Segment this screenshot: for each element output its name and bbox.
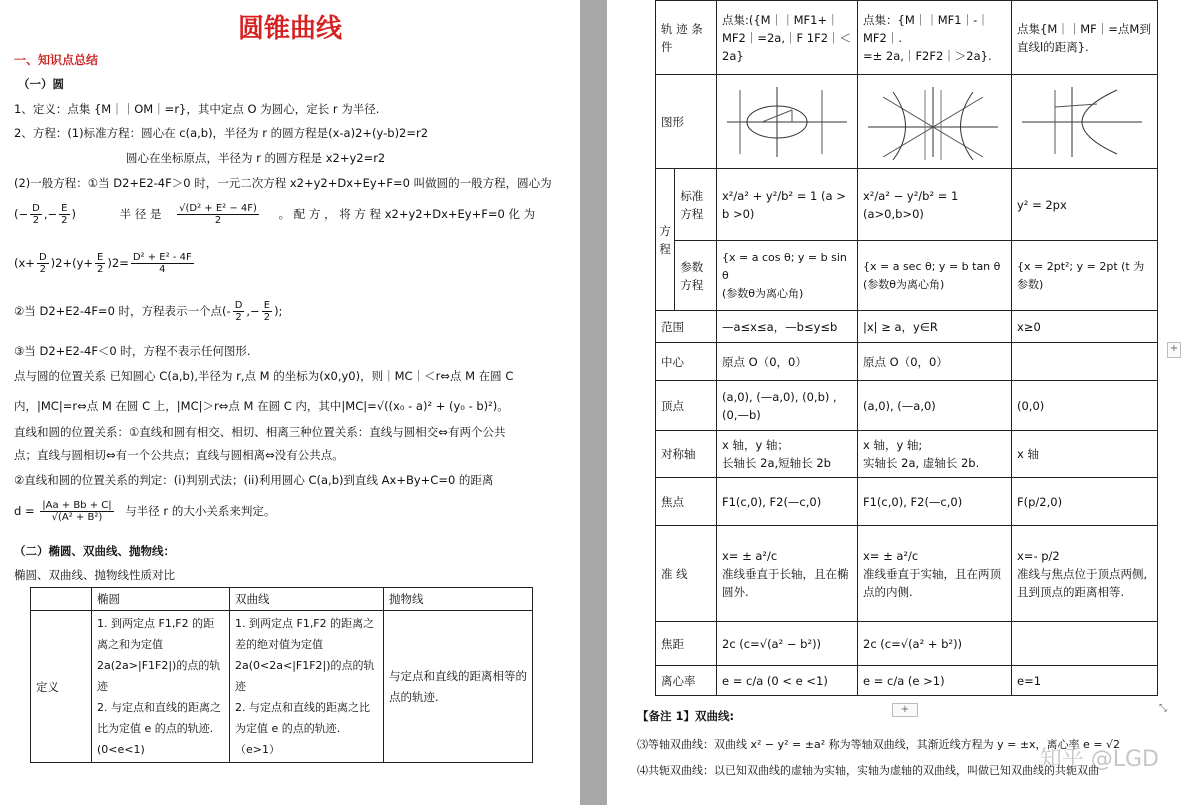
table-cell [1012,526,1158,622]
table-row [656,241,1158,311]
frac-den: 2 [214,215,222,226]
table-cell: (a,0), (—a,0), (0,b) , (0,—b) [717,381,858,431]
page-title: 圆锥曲线 [237,14,342,44]
distance-fraction [40,500,113,523]
table-cell: {x = a sec θ; y = b tan θ (参数θ为离心角) [858,241,1012,311]
line-circle-judgement: ②直线和圆的位置关系的判定：(i)判别式法；(ii)利用圆心 C(a,b)到直线 Ax+By+C=0 的距离 [14,473,494,487]
comma: , [43,207,48,221]
frac-den: 2 [39,264,46,275]
text-fragment: ); [274,304,283,318]
circle-center-radius-line [14,203,535,226]
table-cell: 2c (c=√(a² − b²)) [717,622,858,666]
table-cell: x 轴，y 轴； 长轴长 2a,短轴长 2b [717,431,858,478]
table-header-cell: 双曲线 [230,588,384,611]
row-label: 离心率 [656,666,717,696]
table-cell: 原点 O（0，0） [717,343,858,381]
point-circle-relation: 点与圆的位置关系 已知圆心 C(a,b),半径为 r,点 M 的坐标为(x0,y0)，则｜MC｜＜r⇔点 M 在圆 C [14,369,514,383]
table-cell: 点集：{M｜｜MF1｜-｜MF2｜. =± 2a,｜F2F2｜＞2a}. [858,1,1012,75]
row-sublabel: 标准方程 [675,169,717,241]
frac-den: 2 [61,215,68,226]
paren-open: ( [14,207,19,221]
text-fragment: 与半径 r 的大小关系来判定。 [125,504,276,518]
frac-num: D [38,252,47,263]
line-circle-relation: 直线和圆的位置关系：①直线和圆有相交、相切、相离三种位置关系：直线与圆相交⇔有两个公共 [14,425,506,439]
table-cell: x 轴，y 轴; 实轴长 2a, 虚轴长 2b. [858,431,1012,478]
frac-num: D [32,203,40,214]
row-label: 顶点 [656,381,717,431]
frac-den: √(A² + B²) [51,512,103,523]
text-fragment: d = [14,504,35,518]
fraction-e-over-2 [59,203,69,226]
frac-den: 2 [235,312,242,323]
table-cell: F1(c,0), F2(—c,0) [858,478,1012,526]
frac-num: |Aa + Bb + C| [42,500,112,511]
table-resize-handle[interactable]: ⤡ [1159,703,1167,714]
page-gutter [580,0,607,805]
comparison-table-properties [655,0,1158,696]
circle-standard-equation: 2、方程：(1)标准方程：圆心在 c(a,b)，半径为 r 的圆方程是(x-a)2+(y-b)2=r2 [14,126,429,140]
table-header-cell: 抛物线 [384,588,533,611]
point-circle-relation-cont: 内，|MC|=r⇔点 M 在圆 C 上，|MC|＞r⇔点 M 在圆 C 内，其中|MC|=√((x₀ - a)² + (y₀ - b)²)。 [14,399,509,413]
frac-den: 2 [97,264,104,275]
table-cell: (a,0), (—a,0) [858,381,1012,431]
circle-origin-equation: 圆心在坐标原点，半径为 r 的圆方程是 x2+y2=r2 [126,151,386,165]
ellipse-graph-cell [717,75,858,169]
minus-sign: − [47,207,58,221]
table-header-cell [31,588,92,611]
table-header-cell: 椭圆 [92,588,230,611]
table-row [656,526,1158,622]
distance-formula [14,500,275,523]
directrix-note: 准线与焦点位于顶点两侧,且到顶点的距离相等. [1017,566,1148,599]
right-page [607,0,1189,805]
table-cell: 2c (c=√(a² + b²)) [858,622,1012,666]
text-fragment: )2= [107,256,129,270]
table-cell: 点集{M｜｜MF｜=点M到直线l的距离}. [1012,1,1158,75]
row-sublabel: 参数方程 [675,241,717,311]
line-circle-relation-cont: 点；直线与圆相切⇔有一个公共点；直线与圆相离⇔没有公共点。 [14,448,344,462]
note-equilateral-hyperbola: ⑶等轴双曲线：双曲线 x² − y² = ±a² 称为等轴双曲线，其渐近线方程为 y = ±x，离心率 e = √2 [637,738,1121,751]
add-column-button[interactable]: + [1167,342,1181,358]
ellipse-graph [722,82,852,162]
frac-num: E [262,300,272,312]
complete-square-text: 。 配 方 ， 将 方 程 x2+y2+Dx+Ey+F=0 化 为 [278,207,536,221]
row-label: 焦点 [656,478,717,526]
text-fragment: ②当 D2+E2-4F=0 时，方程表示一个点(- [14,304,231,318]
fraction-d-over-2 [37,252,49,275]
table-cell: e = c/a (0 < e <1) [717,666,858,696]
circle-definition: 1、定义：点集 {M｜｜OM｜=r}，其中定点 O 为圆心，定长 r 为半径. [14,102,380,116]
table-row [656,622,1158,666]
comparison-table-definition [30,587,533,763]
parabola-graph-cell [1012,75,1158,169]
hyperbola-graph [863,82,1003,162]
row-label: 图形 [656,75,717,169]
minus-sign: − [250,304,260,318]
radius-label: 半 径 是 [119,207,162,221]
hyperbola-graph-cell [858,75,1012,169]
fraction-e-over-2 [262,300,272,323]
directrix-formula: x=- p/2 [1017,548,1060,563]
section-heading-knowledge-summary: 一、知识点总结 [14,53,99,67]
circle-case-none: ③当 D2+E2-4F＜0 时，方程不表示任何图形. [14,344,251,358]
circle-case-point [14,300,282,323]
frac-den: 2 [263,312,271,323]
frac-num: E [95,252,105,264]
table-cell: 原点 O（0，0） [858,343,1012,381]
note-conjugate-hyperbola: ⑷共轭双曲线：以已知双曲线的虚轴为实轴，实轴为虚轴的双曲线，叫做已知双曲线的共轭双曲 [637,764,1099,777]
row-label: 范围 [656,311,717,343]
circle-squared-form [14,252,196,275]
text-fragment: )2+(y+ [50,256,94,270]
circle-general-equation: (2)一般方程：①当 D2+E2-4F＞0 时，一元二次方程 x2+y2+Dx+Ey+F=0 叫做圆的一般方程，圆心为 [14,176,552,190]
row-label: 定义 [31,611,92,763]
comparison-caption: 椭圆、双曲线、抛物线性质对比 [14,568,175,582]
frac-num: E [59,203,69,215]
table-cell [858,526,1012,622]
watermark: 知乎 @LGD [1039,747,1159,772]
table-row [656,311,1158,343]
row-label: 焦距 [656,622,717,666]
frac-den: 4 [159,264,166,275]
table-cell: —a≤x≤a，—b≤y≤b [717,311,858,343]
table-cell: x²/a² + y²/b² = 1 (a > b >0) [717,169,858,241]
table-cell [1012,622,1158,666]
table-row [656,666,1158,696]
table-cell: {x = a cos θ; y = b sin θ (参数θ为离心角) [717,241,858,311]
left-page [0,0,580,805]
table-header-row [31,588,533,611]
table-row [656,169,1158,241]
fraction-rhs [131,252,194,275]
frac-num: D² + E² - 4F [132,252,192,263]
frac-num: √(D² + E² − 4F) [179,203,257,214]
directrix-note: 准线垂直于实轴，且在两顶点的内侧. [863,566,1001,599]
table-cell: y² = 2px [1012,169,1158,241]
table-cell: e=1 [1012,666,1158,696]
row-label: 准 线 [656,526,717,622]
directrix-formula: x= ± a²/c [722,548,778,563]
table-cell: 点集:({M｜｜MF1+｜MF2｜=2a,｜F 1F2｜＜2a} [717,1,858,75]
row-label: 轨 迹 条件 [656,1,717,75]
hyperbola-definition-cell: 1. 到两定点 F1,F2 的距离之差的绝对值为定值 2a(0<2a<|F1F2|)的点的轨迹 2. 与定点和直线的距离之比为定值 e 的点的轨迹.（e>1） [230,611,384,763]
frac-num: D [234,300,243,311]
table-row [656,478,1158,526]
add-row-button[interactable]: + [892,703,918,717]
row-label: 方程 [656,169,675,311]
subsection-conics: （二）椭圆、双曲线、抛物线： [14,544,175,558]
row-label: 中心 [656,343,717,381]
table-row [656,431,1158,478]
row-label: 对称轴 [656,431,717,478]
directrix-formula: x= ± a²/c [863,548,919,563]
table-cell: e = c/a (e >1) [858,666,1012,696]
comma: , [246,304,251,318]
table-cell: {x = 2pt²; y = 2pt (t 为参数) [1012,241,1158,311]
table-row [656,1,1158,75]
fraction-d-over-2 [233,300,245,323]
table-cell: x≥0 [1012,311,1158,343]
minus-sign: − [18,207,29,221]
subsection-circle: （一）圆 [18,77,64,91]
parabola-definition-cell: 与定点和直线的距离相等的点的轨迹. [384,611,533,763]
ellipse-definition-cell: 1. 到两定点 F1,F2 的距离之和为定值 2a(2a>|F1F2|)的点的轨迹 2. 与定点和直线的距离之比为定值 e 的点的轨迹. (0<e<1) [92,611,230,763]
paren-close: ) [71,207,77,221]
table-cell [717,526,858,622]
fraction-d-over-2 [30,203,42,226]
table-cell: (0,0) [1012,381,1158,431]
table-row [656,75,1158,169]
table-cell: x²/a² − y²/b² = 1 (a>0,b>0) [858,169,1012,241]
table-row [31,611,533,763]
radius-fraction [177,203,259,226]
table-cell [1012,343,1158,381]
table-cell: F1(c,0), F2(—c,0) [717,478,858,526]
table-cell: x 轴 [1012,431,1158,478]
note-heading: 【备注 1】双曲线: [637,709,735,723]
frac-den: 2 [32,215,40,226]
table-row [656,343,1158,381]
directrix-note: 准线垂直于长轴，且在椭圆外. [722,566,849,599]
text-fragment: (x+ [14,256,35,270]
table-row [656,381,1158,431]
table-cell: |x| ≥ a，y∈R [858,311,1012,343]
parabola-graph [1017,82,1147,162]
fraction-e-over-2 [95,252,105,275]
table-cell: F(p/2,0) [1012,478,1158,526]
